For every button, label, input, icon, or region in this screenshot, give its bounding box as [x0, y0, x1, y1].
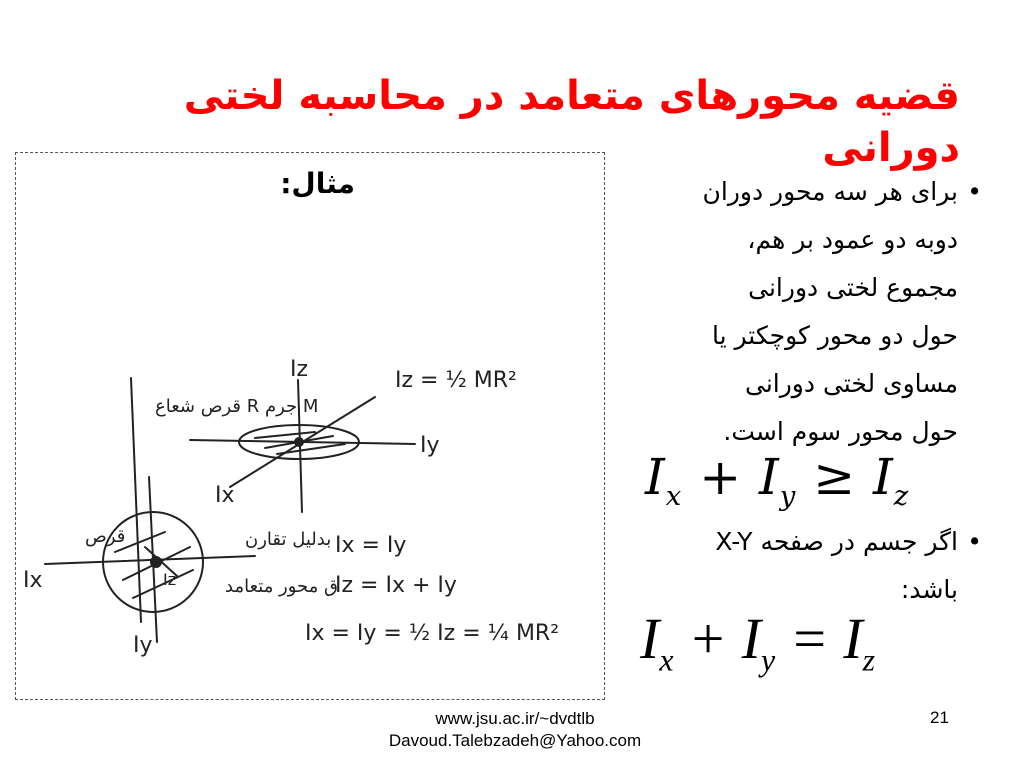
- bullet-list: [610, 168, 990, 614]
- top-formula: Iz = ½ MR²: [395, 368, 517, 393]
- bullet-line: دوبه دو عمود بر هم،: [747, 225, 958, 254]
- bottom-disk-note: قرص: [85, 526, 126, 547]
- eq-ix-iy: Ix = Iy: [335, 533, 407, 558]
- page-number: 21: [930, 708, 949, 727]
- hand-sketch: [15, 152, 605, 700]
- bullet-item: [610, 518, 990, 614]
- bottom-x-axis: [45, 556, 255, 564]
- eq-final: Ix = Iy = ½ Iz = ¼ MR²: [305, 621, 560, 646]
- top-axis-y-label: Iy: [420, 433, 440, 458]
- footer-email[interactable]: Davoud.Talebzadeh@Yahoo.com: [388, 731, 642, 750]
- bullet-line: اگر جسم در صفحه X-Y: [715, 527, 958, 556]
- bullet-dot: •: [967, 527, 982, 556]
- bullet-item: [610, 168, 990, 456]
- top-disk-note: قرص شعاع R جرم M: [155, 396, 319, 417]
- left-vertical-axis: [131, 378, 141, 622]
- symmetry-note: بدلیل تقارن: [245, 529, 332, 550]
- bullet-dot: •: [967, 177, 982, 206]
- bullet-line: برای هر سه محور دوران: [702, 177, 958, 206]
- slide-title: قضیه محورهای متعامد در محاسبه لختی دورانی: [183, 73, 960, 171]
- footer: [360, 708, 670, 752]
- bullet-line: باشد:: [900, 575, 958, 604]
- top-axis-x-label: Ix: [215, 483, 235, 508]
- bullet-line: حول محور سوم است.: [723, 417, 958, 446]
- bullet-line: حول دو محور کوچکتر یا: [711, 321, 958, 350]
- bullet-line: مساوی لختی دورانی: [744, 369, 958, 398]
- example-label: مثال:: [280, 167, 355, 200]
- bottom-axis-y-label: Iy: [133, 633, 153, 658]
- footer-url[interactable]: www.jsu.ac.ir/~dvdtlb: [435, 709, 595, 728]
- bottom-axis-x-label: Ix: [23, 568, 43, 593]
- eq-iz-sum: Iz = Ix + Iy: [335, 573, 457, 598]
- bottom-axis-z-label: Iz: [163, 570, 177, 589]
- equality-equation: $I_x + I_y = I_z$: [640, 606, 875, 678]
- top-axis-z-label: Iz: [290, 357, 309, 382]
- inequality-equation: $I_x + I_y \ge I_z$: [645, 448, 910, 512]
- perp-note: ق محور متعامد: [225, 576, 338, 597]
- bullet-line: مجموع لختی دورانی: [748, 273, 958, 302]
